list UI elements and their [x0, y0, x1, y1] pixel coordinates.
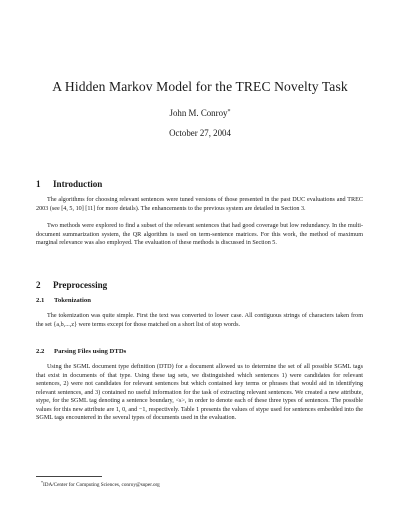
section-title: Introduction	[53, 179, 103, 189]
subsection-heading-parsing	[36, 347, 126, 356]
subsection-title: Tokenization	[54, 297, 91, 304]
footnote-rule	[36, 476, 102, 477]
section-heading-preprocessing	[36, 280, 107, 291]
intro-paragraph-1: The algorithms for choosing relevant sentences were tuned versions of those presented in the past DUC evaluations and TREC 2003 (see [4, 5, 10] [11] for more details). The enhancements to the previous system are detailed in Section 3.	[36, 197, 363, 212]
footnote-text: IDA/Center for Computing Sciences, conroy@super.org	[43, 482, 160, 488]
author-line	[0, 107, 400, 119]
section-number: 1	[36, 179, 41, 189]
tokenization-paragraph: The tokenization was quite simple. First the text was converted to lower case. All contiguous strings of characters taken from the set {a,b,...,z} were terms except for those matched on a short list of stop words.	[36, 313, 363, 328]
subsection-heading-tokenization	[36, 296, 91, 305]
parsing-paragraph: Using the SGML document type definition (DTD) for a document allowed us to determine the set of all possible SGML tags that exist in documents of that type. Using these tag sets, we distinguished which sentences 1) were candidates for relevant sentences, 2) were not candidates for relevant sentences but which contained key terms or phrases that would aid in identifying relevant sentences, and 3) contained no useful information for the task of extracting relevant sentences. We created a new attribute, stype, for the SGML tag denoting a sentence boundary, <s>, in order to denote each of these three types of sentences. The possible values for this new attribute are 1, 0, and −1, respectively. Table 1 presents the values of stype used for sentences embedded into the SGML tags encountered in the several types of documents used in the evaluation.	[36, 364, 363, 422]
section-heading-introduction	[36, 179, 102, 190]
subsection-number: 2.2	[36, 348, 45, 355]
subsection-title: Parsing Files using DTDs	[54, 348, 127, 355]
author-name: John M. Conroy	[169, 108, 228, 118]
paper-date: October 27, 2004	[169, 128, 231, 138]
paper-title: A Hidden Markov Model for the TREC Novelty Task	[52, 79, 348, 94]
intro-paragraph-2: Two methods were explored to find a subset of the relevant sentences that had good coverage but low redundancy. In the multi-document summarization system, the QR algorithm is used on term-sentence matrices. For this work, the method of maximum marginal relevance was also employed. The evaluation of these methods is discussed in Section 5.	[36, 223, 363, 247]
section-title: Preprocessing	[53, 280, 108, 290]
subsection-number: 2.1	[36, 297, 45, 304]
section-number: 2	[36, 280, 41, 290]
footnote-mark: *	[41, 480, 43, 485]
author-footnote	[41, 479, 160, 489]
author-footnote-mark: *	[227, 109, 231, 115]
